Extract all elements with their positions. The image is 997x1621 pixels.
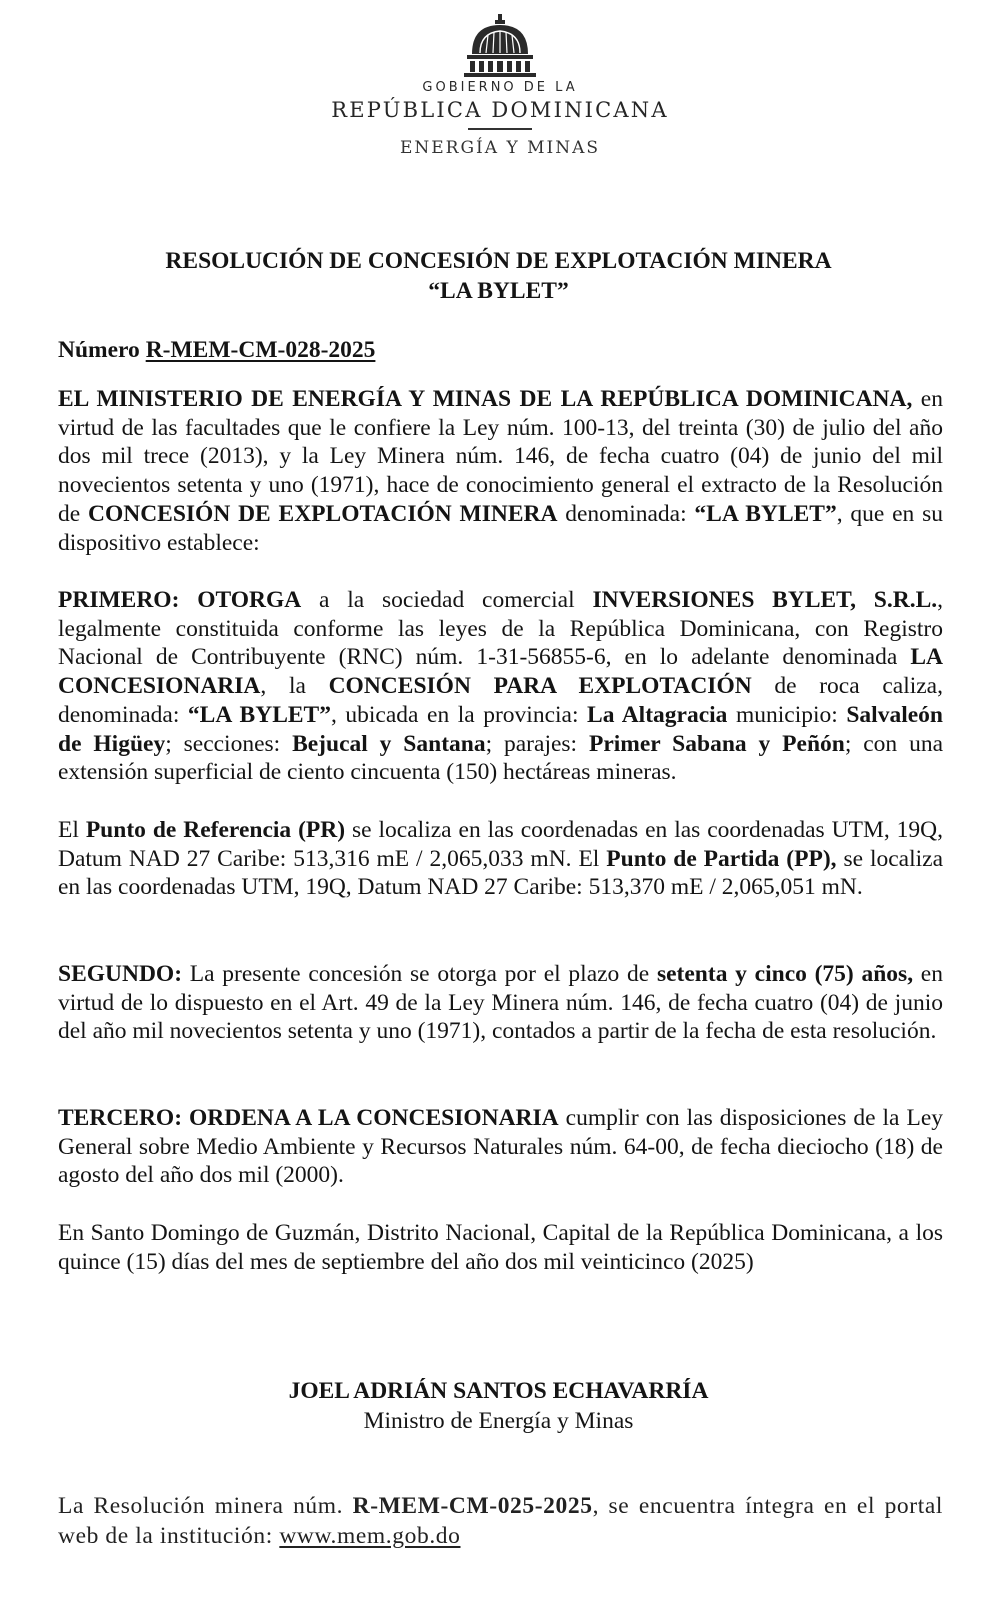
footer-text-2: , se encuentra íntegra en el portal web de la institución: — [58, 1493, 943, 1549]
primero-text-6: municipio: — [727, 701, 847, 728]
logo-line-ministry: ENERGÍA Y MINAS — [399, 138, 601, 158]
primero-text-8: ; parajes: — [485, 730, 589, 757]
document-title — [0, 246, 997, 306]
government-logo — [320, 14, 680, 184]
segundo-label: SEGUNDO: — [58, 961, 183, 987]
primero-municipality: Salvaleón de Higüey — [58, 701, 943, 757]
intro-text-2: denominada: — [557, 500, 695, 527]
footer-note — [58, 1491, 943, 1551]
national-palace-icon — [458, 14, 542, 78]
primero-company: INVERSIONES BYLET, S.R.L. — [592, 587, 938, 613]
title-line-1: RESOLUCIÓN DE CONCESIÓN DE EXPLOTACIÓN MINERA — [165, 248, 832, 274]
primero-text-1: a la sociedad comercial — [301, 587, 593, 613]
intro-concession-type: CONCESIÓN DE EXPLOTACIÓN MINERA — [87, 500, 558, 527]
resolution-number-value: R-MEM-CM-028-2025 — [145, 337, 376, 363]
primero-places: Primer Sabana y Peñón — [588, 730, 845, 757]
primero-sections: Bejucal y Santana — [292, 730, 486, 757]
primero-text-4: de roca caliza, denominada: — [58, 673, 943, 728]
signature-block — [0, 1376, 997, 1436]
website-link[interactable]: www.mem.gob.do — [279, 1523, 461, 1549]
primero-text-7: ; secciones: — [165, 730, 293, 757]
primero-name: “LA BYLET” — [187, 701, 331, 728]
primero-province: La Altagracia — [587, 701, 728, 728]
footer-text-1: La Resolución minera núm. — [58, 1493, 353, 1519]
tercero-label: TERCERO: ORDENA A LA CONCESIONARIA — [58, 1105, 559, 1131]
tercero-paragraph — [58, 1104, 943, 1190]
resolution-number — [58, 337, 375, 364]
segundo-text-1: La presente concesión se otorga por el plazo de — [182, 961, 657, 987]
primero-text-9: ; con una extensión superficial de ciento cincuenta (150) hectáreas mineras. — [58, 730, 944, 786]
logo-line-gobierno: GOBIERNO DE LA — [422, 80, 578, 95]
punto-paragraph — [58, 816, 943, 902]
intro-text: en virtud de las facultades que le confiere la Ley núm. 100-13, del treinta (30) de julio del año dos mil trece (2013), y la Ley Minera núm. 146, de fecha cuatro (04) de junio del mil novecientos setenta y uno (1971), hace de conocimiento general el extracto de la Resolución de — [58, 386, 943, 527]
primero-label: PRIMERO: OTORGA — [58, 587, 302, 613]
logo-line-republica: REPÚBLICA DOMINICANA — [331, 98, 669, 122]
logo-divider — [468, 128, 532, 130]
primero-concession: CONCESIÓN PARA EXPLOTACIÓN — [328, 673, 752, 700]
primero-text-5: , ubicada en la provincia: — [330, 701, 588, 728]
primero-paragraph — [58, 586, 943, 787]
intro-text-3: , que en su dispositivo establece: — [58, 500, 943, 556]
segundo-paragraph — [58, 960, 943, 1046]
segundo-text-2: en virtud de lo dispuesto en el Art. 49 de la Ley Minera núm. 146, de fecha cuatro (04) de junio del año mil novecientos setenta y uno (1971), contados a partir de la fecha de esta resolución. — [58, 961, 943, 1045]
punto-referencia: Punto de Referencia (PR) — [85, 817, 346, 843]
segundo-term: setenta y cinco (75) años, — [656, 961, 914, 987]
resolution-number-label: Número — [58, 337, 140, 363]
intro-paragraph — [58, 385, 943, 557]
punto-text-2: se localiza en las coordenadas en las coordenadas UTM, 19Q, Datum NAD 27 Caribe: 513,316 mE / 2,065,033 mN. El — [58, 817, 943, 872]
signatory-name: JOEL ADRIÁN SANTOS ECHAVARRÍA — [288, 1378, 709, 1404]
punto-partida: Punto de Partida (PP), — [606, 845, 837, 872]
closing-paragraph: En Santo Domingo de Guzmán, Distrito Nacional, Capital de la República Dominicana, a los quince (15) días del mes de septiembre del año dos mil veinticinco (2025) — [58, 1220, 943, 1275]
title-line-2: “LA BYLET” — [428, 278, 569, 304]
footer-resolution-number: R-MEM-CM-025-2025 — [352, 1493, 593, 1519]
punto-text-1: El — [58, 817, 86, 843]
primero-text-3: , la — [260, 673, 329, 700]
intro-ministry: EL MINISTERIO DE ENERGÍA Y MINAS DE LA REPÚBLICA DOMINICANA, — [58, 386, 913, 412]
signatory-role: Ministro de Energía y Minas — [363, 1408, 634, 1434]
primero-text-2: , legalmente constituida conforme las leyes de la República Dominicana, con Registro Nacional de Contribuyente (RNC) núm. 1-31-56855-6, en lo adelante denominada — [58, 587, 943, 671]
primero-concesionaria: LA CONCESIONARIA — [58, 644, 943, 700]
punto-text-3: se localiza en las coordenadas UTM, 19Q, Datum NAD 27 Caribe: 513,370 mE / 2,065,051 mN. — [58, 845, 943, 901]
tercero-text: cumplir con las disposiciones de la Ley General sobre Medio Ambiente y Recursos Naturales núm. 64-00, de fecha dieciocho (18) de agosto del año dos mil (2000). — [58, 1105, 944, 1189]
intro-name: “LA BYLET” — [694, 500, 837, 527]
